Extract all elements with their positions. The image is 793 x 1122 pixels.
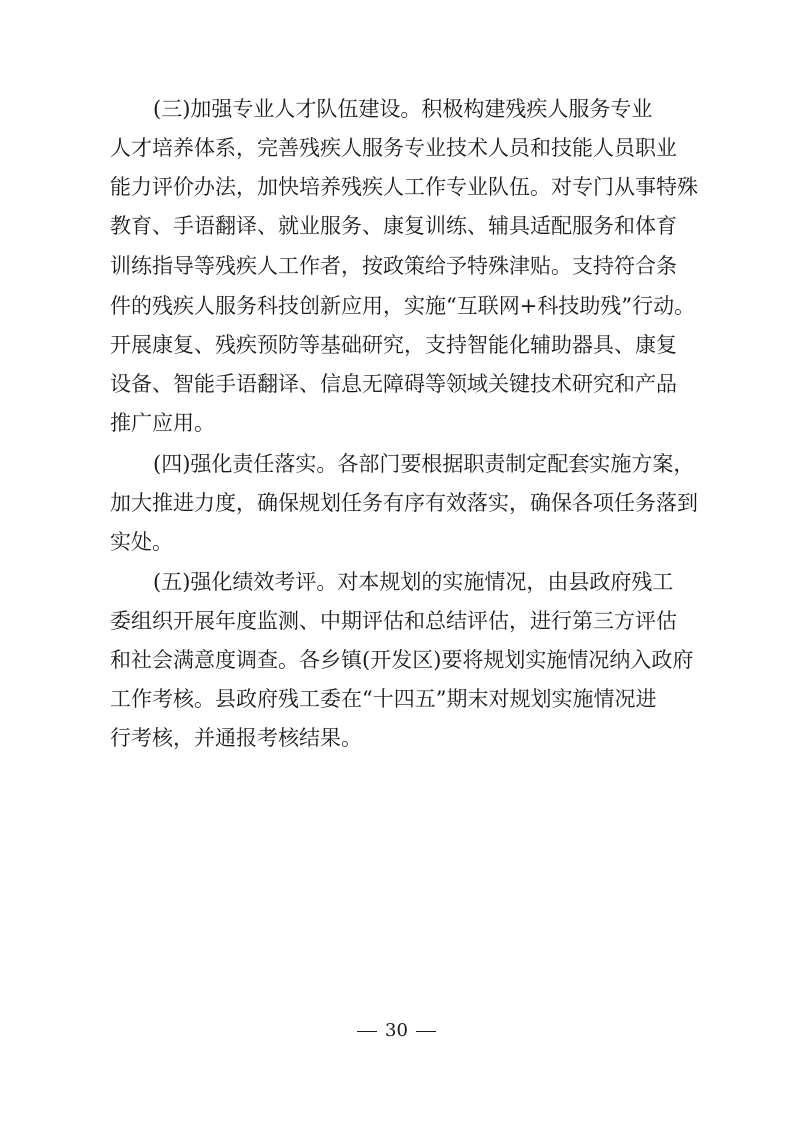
- paragraph-3-line-7: 开展康复、残疾预防等基础研究，支持智能化辅助器具、康复: [110, 333, 677, 357]
- paragraph-4-line-3: 实处。: [110, 530, 173, 554]
- page-number: 30: [385, 1020, 408, 1041]
- page-footer: [0, 1018, 793, 1044]
- paragraph-3-line-3: 能力评价办法，加快培养残疾人工作专业队伍。对专门从事特殊: [110, 175, 698, 199]
- paragraph-3-line-6: 件的残疾人服务科技创新应用，实施“互联网+科技助残”行动。: [110, 294, 696, 318]
- paragraph-3-line-8: 设备、智能手语翻译、信息无障碍等领域关键技术研究和产品: [110, 372, 677, 396]
- paragraph-3-line-5: 训练指导等残疾人工作者，按政策给予特殊津贴。支持符合条: [110, 254, 677, 278]
- paragraph-4-line-1: (四)强化责任落实。各部门要根据职责制定配套实施方案，: [153, 452, 695, 476]
- paragraph-3-line-4: 教育、手语翻译、就业服务、康复训练、辅具适配服务和体育: [110, 214, 677, 238]
- paragraph-4-line-2: 加大推进力度，确保规划任务有序有效落实，确保各项任务落到: [110, 491, 698, 515]
- paragraph-5-line-5: 行考核，并通报考核结果。: [110, 726, 362, 750]
- paragraph-5-line-4: 工作考核。县政府残工委在“十四五”期末对规划实施情况进: [110, 687, 657, 711]
- footer-dash-right: [416, 1031, 436, 1032]
- paragraph-5-line-2: 委组织开展年度监测、中期评估和总结评估，进行第三方评估: [110, 609, 677, 633]
- paragraph-3-line-2: 人才培养体系，完善残疾人服务专业技术人员和技能人员职业: [110, 136, 677, 160]
- paragraph-5-line-3: 和社会满意度调查。各乡镇(开发区)要将规划实施情况纳入政府: [110, 648, 694, 672]
- footer-dash-left: [357, 1031, 377, 1032]
- paragraph-3-line-9: 推广应用。: [110, 411, 215, 435]
- paragraph-5-line-1: (五)强化绩效考评。对本规划的实施情况，由县政府残工: [153, 570, 674, 594]
- paragraph-3-line-1: (三)加强专业人才队伍建设。积极构建残疾人服务专业: [153, 97, 653, 121]
